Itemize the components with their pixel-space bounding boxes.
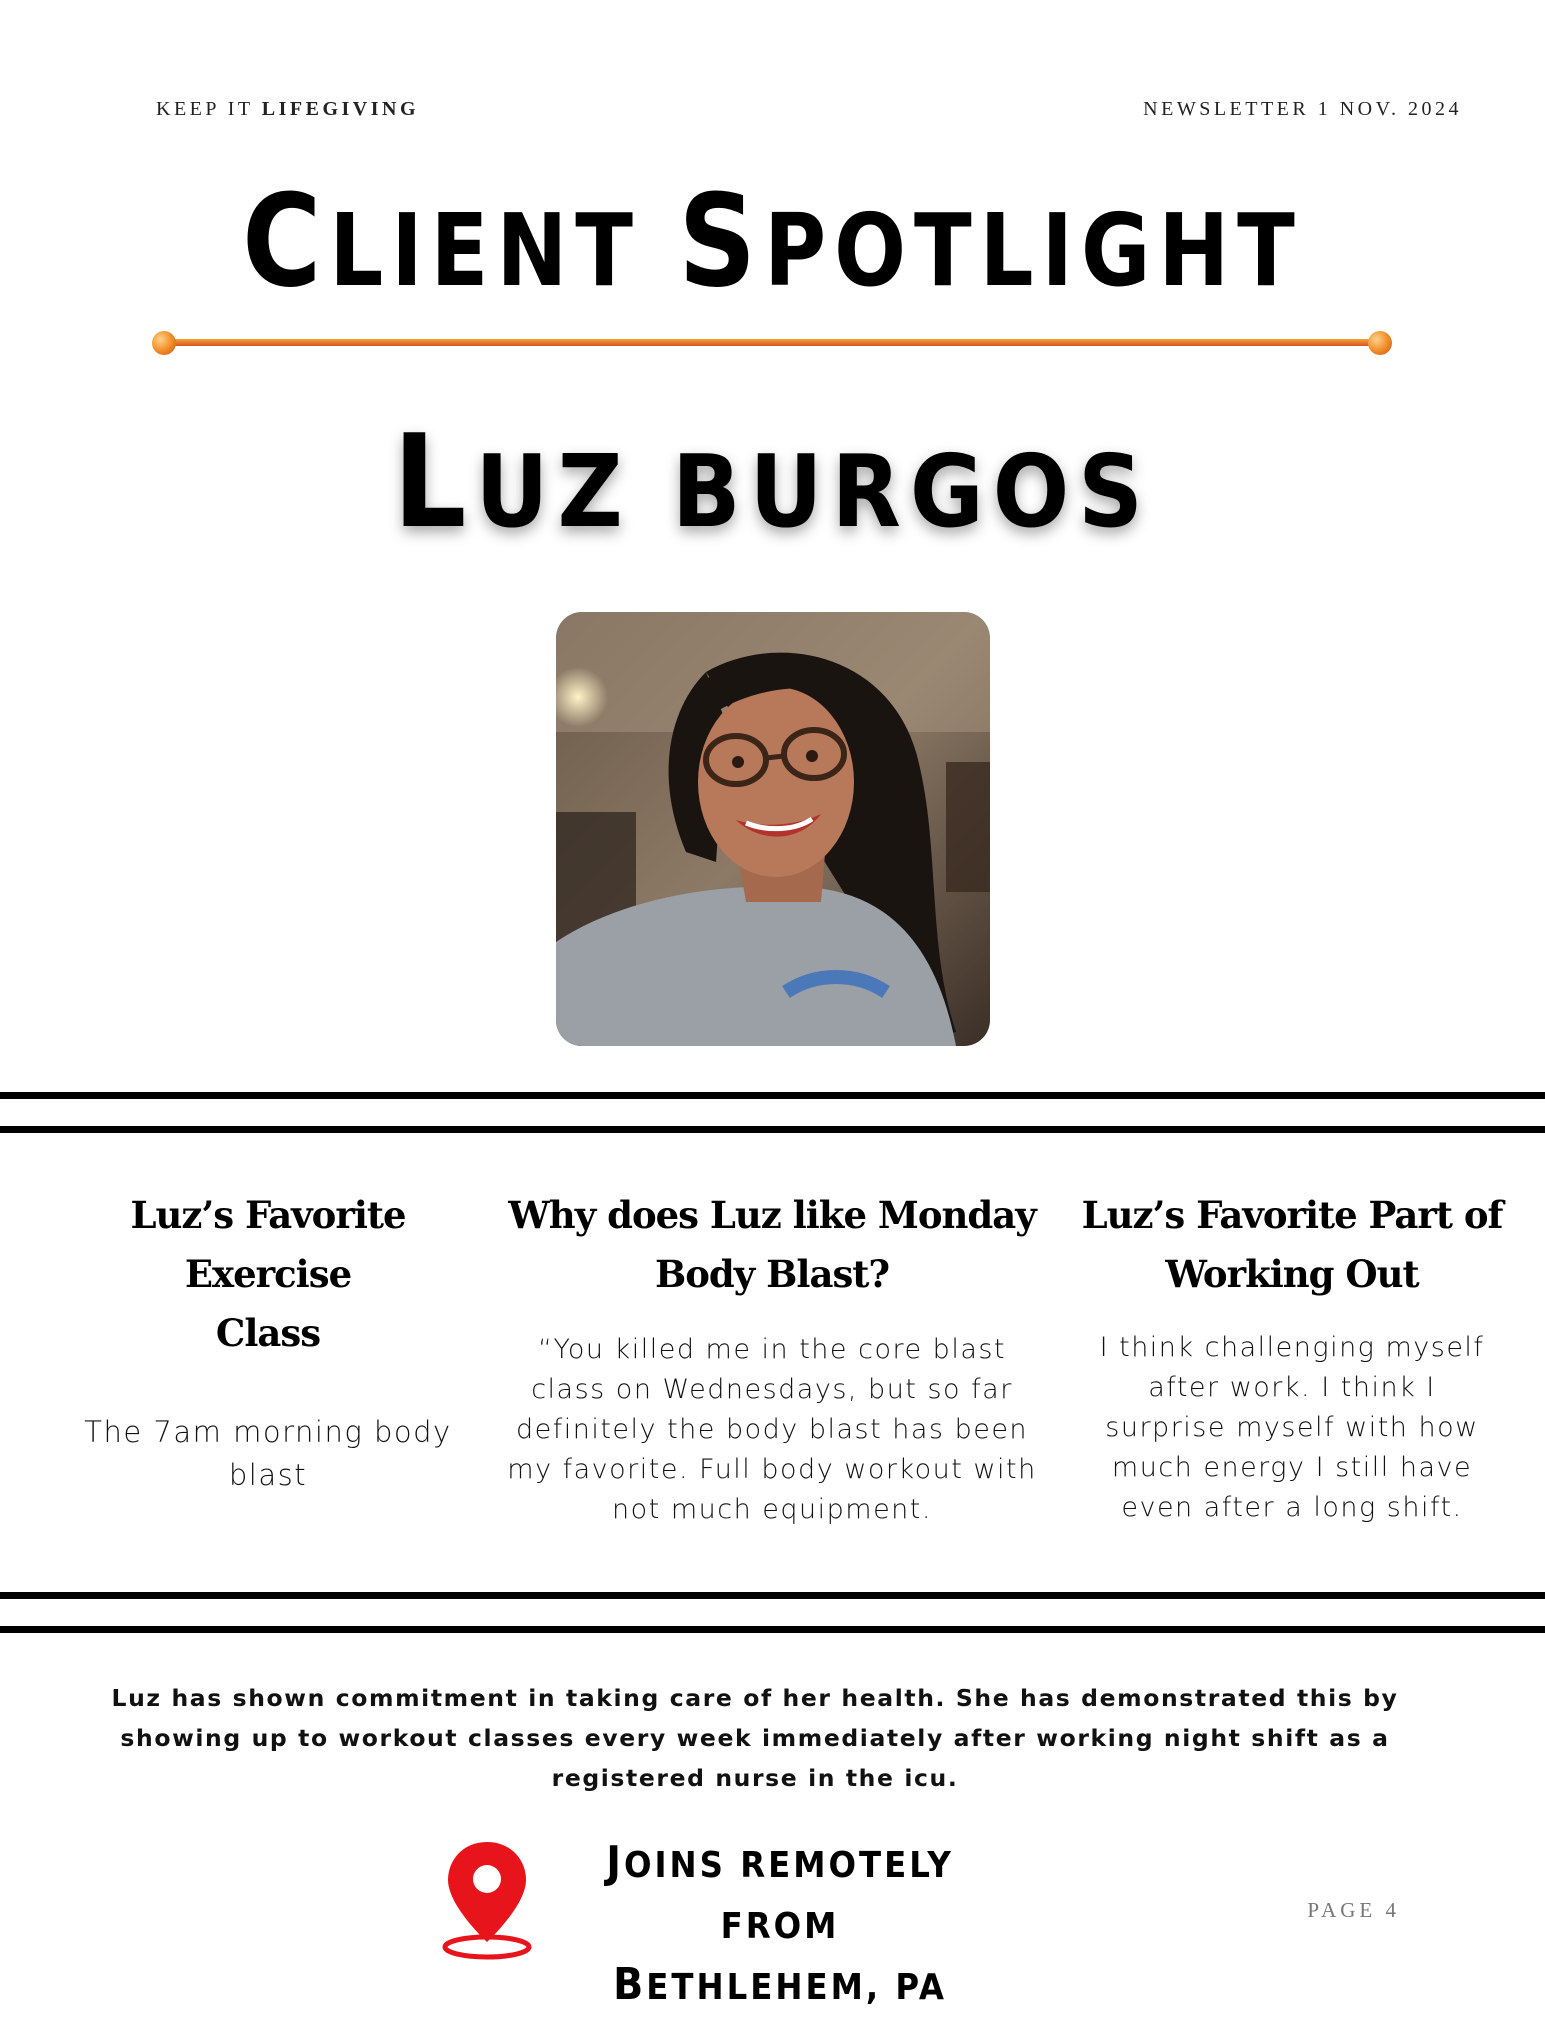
newsletter-brand	[156, 98, 419, 121]
section-rule-bottom-1	[0, 1592, 1545, 1599]
column-favorite-part	[1072, 1186, 1512, 1528]
location-text	[540, 1834, 1020, 2017]
brand-prefix: KEEP IT	[156, 98, 262, 120]
divider-end-left	[152, 331, 176, 355]
section-rule-top-2	[0, 1126, 1545, 1133]
column-body: I think challenging myself after work. I think I surprise myself with how much energy I still have even after a long shift.	[1099, 1332, 1485, 1523]
location-line-2-cap: B	[613, 1959, 647, 2010]
column-favorite-class	[58, 1186, 478, 1497]
column-heading: Luz’s Favorite Part of Working Out	[1081, 1193, 1503, 1296]
column-body: “You killed me in the core blast class on Wednesdays, but so far definitely the body blast has been my favorite. Full body workout with not much equipment.	[507, 1334, 1037, 1525]
divider-end-right	[1368, 331, 1392, 355]
location-line-2	[540, 1956, 1020, 2017]
section-rule-top-1	[0, 1092, 1545, 1099]
portrait-illustration	[556, 612, 990, 1046]
client-photo	[556, 612, 990, 1046]
newsletter-issue: NEWSLETTER 1 NOV. 2024	[1143, 98, 1462, 120]
title-cap-2: S	[678, 168, 765, 316]
divider-line	[164, 339, 1380, 346]
column-why-body-blast	[497, 1186, 1047, 1530]
client-name	[0, 408, 1545, 567]
location-line-1	[540, 1834, 1020, 1956]
location-line-1-cap: J	[606, 1837, 624, 1888]
client-summary: Luz has shown commitment in taking care of her health. She has demonstrated this by showing up to workout classes every week immediately after working night shift as a registered nurse in the icu.	[111, 1684, 1399, 1792]
location-line-1-rest: OINS REMOTELY FROM	[623, 1845, 954, 1947]
column-heading: Luz’s Favorite Exercise Class	[130, 1193, 406, 1355]
column-body: The 7am morning body blast	[84, 1415, 452, 1492]
title-divider	[152, 330, 1392, 356]
brand-bold: LIFEGIVING	[261, 98, 420, 120]
title-rest-2: POTLIGHT	[764, 193, 1303, 310]
section-rule-bottom-2	[0, 1626, 1545, 1633]
page-title	[0, 163, 1545, 332]
column-heading: Why does Luz like Monday Body Blast?	[508, 1193, 1036, 1296]
name-rest-2: BURGOS	[671, 433, 1152, 550]
title-cap-1: C	[242, 168, 330, 316]
name-cap: L	[393, 408, 476, 557]
location-line-2-rest: ETHLEHEM, PA	[646, 1967, 947, 2008]
title-rest-1: LIENT	[329, 193, 679, 310]
location-pin-icon	[440, 1838, 534, 1960]
page-number: PAGE 4	[1307, 1898, 1400, 1922]
name-rest-1: UZ	[475, 433, 672, 550]
